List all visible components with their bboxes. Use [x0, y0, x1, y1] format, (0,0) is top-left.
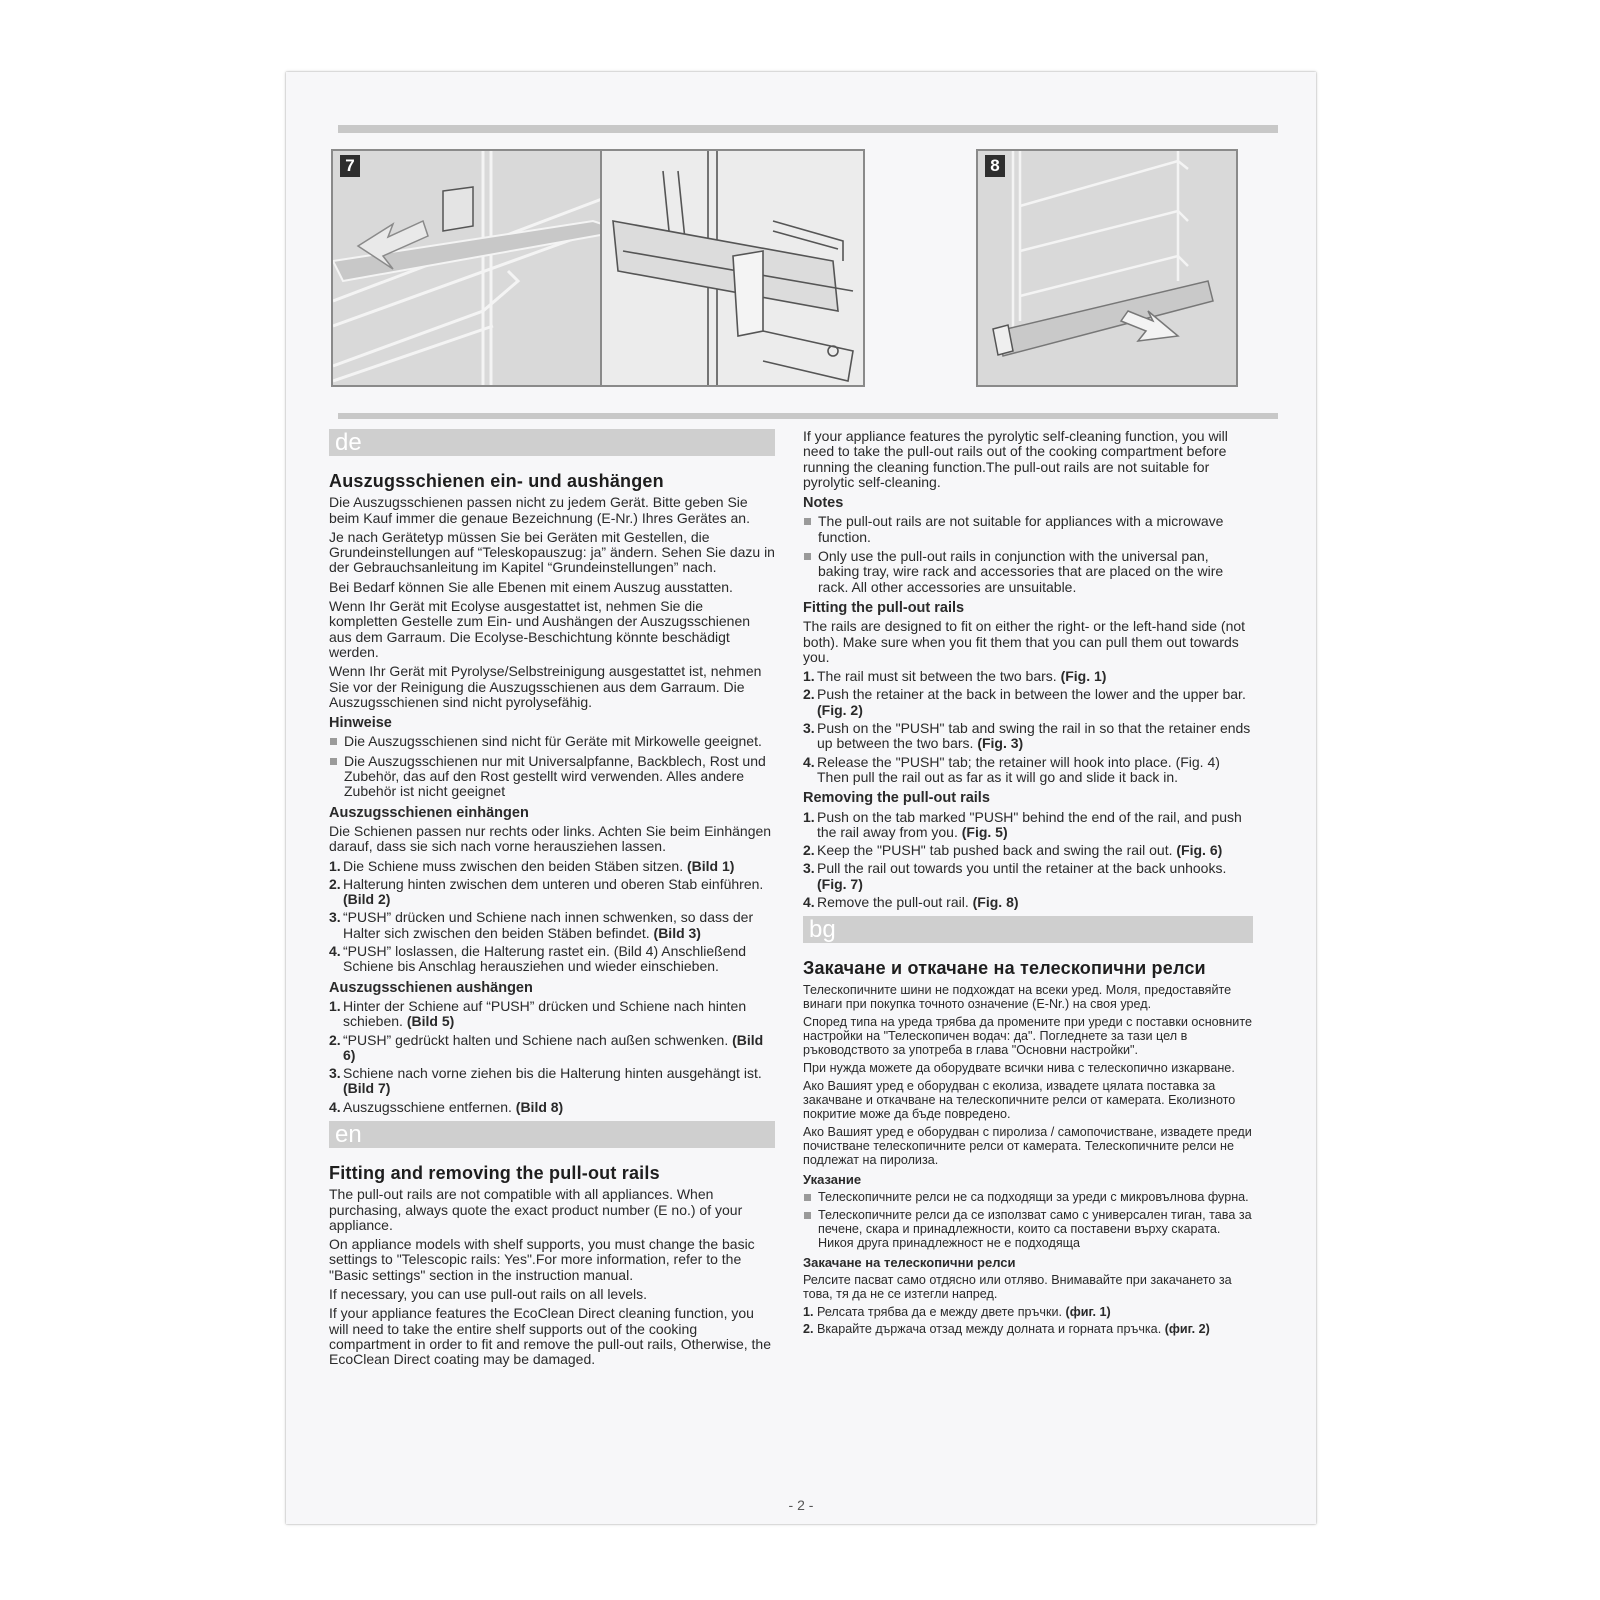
step	[329, 877, 775, 908]
paragraph: Die Schienen passen nur rechts oder links. Achten Sie beim Einhängen darauf, dass sie sich nach vorne herausziehen lassen.	[329, 822, 772, 855]
rail-detail-illustration	[333, 151, 863, 385]
step-text: “PUSH” loslassen, die Halterung rastet ein. (Bild 4) Anschließend Schiene bis Anschlag herausziehen und wieder einschieben.	[343, 943, 747, 975]
figure-number-8: 8	[985, 155, 1005, 177]
step-number: 1.	[803, 808, 815, 825]
step-number: 1.	[329, 857, 341, 874]
section-title-de: Auszugsschienen ein- und aushängen	[329, 471, 664, 491]
step-text: Schiene nach vorne ziehen bis die Halterung hinten ausgehängt ist.	[343, 1065, 762, 1082]
step-text: Auszugsschiene entfernen.	[343, 1098, 516, 1115]
section-title-bg: Закачане и откачане на телескопични релси	[803, 958, 1206, 979]
fit-heading-en: Fitting the pull-out rails	[803, 599, 965, 616]
step	[803, 669, 1253, 684]
figure-8	[976, 149, 1238, 387]
step-number: 4.	[329, 943, 341, 960]
step	[803, 721, 1253, 752]
remove-heading-en: Removing the pull-out rails	[803, 790, 990, 807]
step	[803, 687, 1253, 718]
step-number: 4.	[329, 1098, 341, 1115]
paragraph: Ако Вашият уред е оборудван с еколиза, извадете цялата поставка за закачване и откачване на телескопичните релси от камерата. Еколизното покритие може да бъде повредено.	[803, 1078, 1236, 1121]
step	[803, 843, 1253, 858]
left-column	[329, 423, 775, 1372]
figure-ref: (Bild 7)	[343, 1080, 391, 1097]
step-number: 2.	[329, 1031, 341, 1048]
figure-ref: (Fig. 3)	[977, 735, 1024, 752]
step-number: 4.	[803, 753, 815, 770]
step-number: 2.	[803, 842, 815, 859]
paragraph: If your appliance features the pyrolytic self-cleaning function, you will need to take the pull-out rails out of the cooking compartment before running the cleaning function.The pull-out rails are not suitable for pyrolytic self-cleaning.	[803, 428, 1228, 490]
step-text: Remove the pull-out rail.	[817, 894, 973, 911]
paragraph: Телескопичните шини не подхождат на всеки уред. Моля, предоставяйте винаги при покупка точното означение (E-Nr.) на своя уред.	[803, 982, 1232, 1011]
notes-list-de	[329, 734, 775, 799]
figure-ref: (Fig. 2)	[817, 701, 863, 718]
step-text: The rail must sit between the two bars.	[817, 668, 1061, 685]
step-text: Push the retainer at the back in between the lower and the upper bar.	[817, 686, 1246, 703]
instruction-sheet	[286, 72, 1316, 1524]
remove-heading-de: Auszugsschienen aushängen	[329, 979, 533, 996]
paragraph: При нужда можете да оборудвате всички нива с телескопично изкарване.	[803, 1060, 1235, 1075]
step-text: “PUSH” drücken und Schiene nach innen schwenken, so dass der Halter sich zwischen den beiden Stäben befindet.	[343, 909, 754, 941]
step	[329, 1033, 775, 1064]
notes-heading-de: Hinweise	[329, 715, 392, 732]
step-number: 1.	[329, 997, 341, 1014]
notes-heading-bg: Указание	[803, 1171, 862, 1187]
paragraph: Релсите пасват само отдясно или отляво. Внимавайте при закачането за това, тя да не се изтегли напред.	[803, 1272, 1232, 1301]
paragraph: Wenn Ihr Gerät mit Ecolyse ausgestattet ist, nehmen Sie die kompletten Gestelle zum Ein- und Aushängen der Auszugsschienen aus dem Garraum. Die Ecolyse-Beschichtung könnte beschädigt werden.	[329, 598, 751, 660]
fit-heading-bg: Закачане на телескопични релси	[803, 1254, 1016, 1270]
list-item: Die Auszugsschienen sind nicht für Geräte mit Mirkowelle geeignet.	[329, 734, 775, 749]
step	[329, 999, 775, 1030]
figure-ref: (Bild 2)	[343, 891, 391, 908]
step-text: Push on the "PUSH" tab and swing the rail in so that the retainer ends up between the two bars.	[817, 720, 1251, 752]
fit-steps-en	[803, 669, 1253, 785]
paragraph: Bei Bedarf können Sie alle Ebenen mit einem Auszug ausstatten.	[329, 578, 733, 595]
step	[329, 1100, 775, 1115]
step-text: Вкарайте държача отзад между долната и горната пръчка.	[817, 1321, 1165, 1336]
list-item: Die Auszugsschienen nur mit Universalpfanne, Backblech, Rost und Zubehör, das auf den Rost gestellt wird verwenden. Alles andere Zubehör ist nicht geeignet	[329, 754, 775, 800]
step-number: 4.	[803, 894, 815, 911]
figure-ref: (Bild 6)	[343, 1031, 764, 1063]
paragraph: Ако Вашият уред е оборудван с пиролиза / самопочистване, извадете преди почистване телескопичните релси от камерата. Телескопичните релси не подлежат на пиролиза.	[803, 1124, 1252, 1167]
step-number: 2.	[329, 875, 341, 892]
figure-ref: (Fig. 7)	[817, 875, 863, 892]
figure-ref: (Bild 3)	[653, 924, 701, 941]
step-number: 1.	[803, 668, 815, 685]
figure-ref: (Fig. 6)	[1176, 842, 1223, 859]
step-text: Keep the "PUSH" tab pushed back and swing the rail out.	[817, 842, 1177, 859]
step-number: 2.	[803, 686, 815, 703]
step-text: Hinter der Schiene auf “PUSH” drücken und Schiene nach hinten schieben.	[343, 997, 747, 1030]
step	[803, 895, 1253, 910]
fit-steps-de	[329, 859, 775, 975]
step-text: Die Schiene muss zwischen den beiden Stäben sitzen.	[343, 857, 687, 874]
step	[329, 1066, 775, 1097]
page-number: - 2 -	[788, 1497, 814, 1513]
figure-ref: (Fig. 1)	[1060, 668, 1107, 685]
paragraph: Според типа на уреда трябва да промените при уреди с поставки основните настройки на "Телескопичен водач: да". Погледнете за тази цел в ръководството за употреба в глава "Основни настройки".	[803, 1014, 1252, 1057]
language-tag-bg: bg	[803, 916, 1253, 943]
step-number: 3.	[329, 909, 341, 926]
language-tag-de: de	[329, 429, 775, 456]
right-column	[803, 429, 1253, 1340]
notes-list-en	[803, 514, 1253, 594]
step-text: “PUSH” gedrückt halten und Schiene nach außen schwenken.	[343, 1031, 733, 1048]
paragraph: If necessary, you can use pull-out rails on all levels.	[329, 1286, 648, 1303]
notes-heading-en: Notes	[803, 495, 844, 512]
fit-steps-bg	[803, 1305, 1253, 1336]
step	[803, 1322, 1253, 1336]
list-item: Only use the pull-out rails in conjunction with the universal pan, baking tray, wire rack and accessories that are placed on the wire rack. All other accessories are unsuitable.	[803, 549, 1253, 595]
mid-divider	[338, 413, 1278, 419]
step-number: 1.	[803, 1304, 814, 1319]
remove-steps-en	[803, 810, 1253, 911]
step-text: Pull the rail out towards you until the retainer at the back unhooks.	[817, 860, 1227, 877]
figure-7	[331, 149, 865, 387]
remove-steps-de	[329, 999, 775, 1115]
step-number: 3.	[329, 1065, 341, 1082]
step	[329, 944, 775, 975]
step-number: 2.	[803, 1321, 814, 1336]
step-text: Halterung hinten zwischen dem unteren und oberen Stab einführen.	[343, 875, 764, 892]
paragraph: Je nach Gerätetyp müssen Sie bei Geräten mit Gestellen, die Grundeinstellungen auf “Teleskopauszug: ja” ändern. Sehen Sie dazu in der Gebrauchsanleitung im Kapitel “Grundeinstellungen” nach.	[329, 528, 775, 576]
step	[803, 810, 1253, 841]
paragraph: The pull-out rails are not compatible with all appliances. When purchasing, always quote the exact product number (E no.) of your appliance.	[329, 1186, 743, 1233]
figure-ref: (фиг. 1)	[1065, 1304, 1111, 1319]
step	[803, 1305, 1253, 1319]
figure-ref: (Bild 8)	[515, 1098, 564, 1115]
paragraph: On appliance models with shelf supports, you must change the basic settings to "Telescopic rails: Yes".For more information, refer to the "Basic settings" section in the instruction manual.	[329, 1236, 755, 1283]
bg-body	[803, 983, 1253, 1336]
step	[329, 859, 775, 874]
list-item: Телескопичните релси да се използват само с универсален тиган, тава за печене, скара и принадлежности, които са поставени върху скарата. Никоя друга принадлежност не е подходяща	[803, 1208, 1253, 1250]
figure-ref: (фиг. 2)	[1164, 1321, 1210, 1336]
step-number: 3.	[803, 860, 815, 877]
step	[329, 910, 775, 941]
step	[803, 861, 1253, 892]
figure-number-7: 7	[340, 155, 360, 177]
figure-ref: (Bild 5)	[406, 1013, 455, 1030]
figure-ref: (Fig. 5)	[961, 823, 1008, 840]
step-text: Release the "PUSH" tab; the retainer will hook into place. (Fig. 4) Then pull the rail out as far as it will go and slide it back in.	[817, 753, 1220, 785]
list-item: The pull-out rails are not suitable for appliances with a microwave function.	[803, 514, 1253, 545]
figure-ref: (Bild 1)	[686, 857, 735, 874]
paragraph: The rails are designed to fit on either the right- or the left-hand side (not both). Make sure when you fit them that you can pull them out towards you.	[803, 618, 1246, 665]
step-text: Релсата трябва да е между двете пръчки.	[817, 1304, 1066, 1319]
fit-heading-de: Auszugsschienen einhängen	[329, 804, 529, 821]
language-tag-en: en	[329, 1121, 775, 1148]
section-title-en: Fitting and removing the pull-out rails	[329, 1162, 660, 1183]
step	[803, 755, 1253, 786]
notes-list-bg	[803, 1190, 1253, 1250]
figure-ref: (Fig. 8)	[972, 894, 1019, 911]
step-number: 3.	[803, 720, 815, 737]
paragraph: Die Auszugsschienen passen nicht zu jedem Gerät. Bitte geben Sie beim Kauf immer die genaue Bezeichnung (E-Nr.) Ihres Gerätes an.	[329, 494, 750, 526]
list-item: Телескопичните релси не са подходящи за уреди с микровълнова фурна.	[803, 1190, 1253, 1204]
step-text: Push on the tab marked "PUSH" behind the end of the rail, and push the rail away from you.	[817, 808, 1242, 840]
top-divider	[338, 125, 1278, 133]
rail-removal-illustration	[978, 151, 1236, 385]
paragraph: Wenn Ihr Gerät mit Pyrolyse/Selbstreinigung ausgestattet ist, nehmen Sie vor der Reinigung die Auszugsschienen aus dem Garraum. Die Auszugsschienen sind nicht pyrolysefähig.	[329, 663, 762, 710]
paragraph: If your appliance features the EcoClean Direct cleaning function, you will need to take the entire shelf supports out of the cooking compartment in order to fit and remove the pull-out rails, Otherwise, the EcoClean Direct coating may be damaged.	[329, 1305, 771, 1368]
